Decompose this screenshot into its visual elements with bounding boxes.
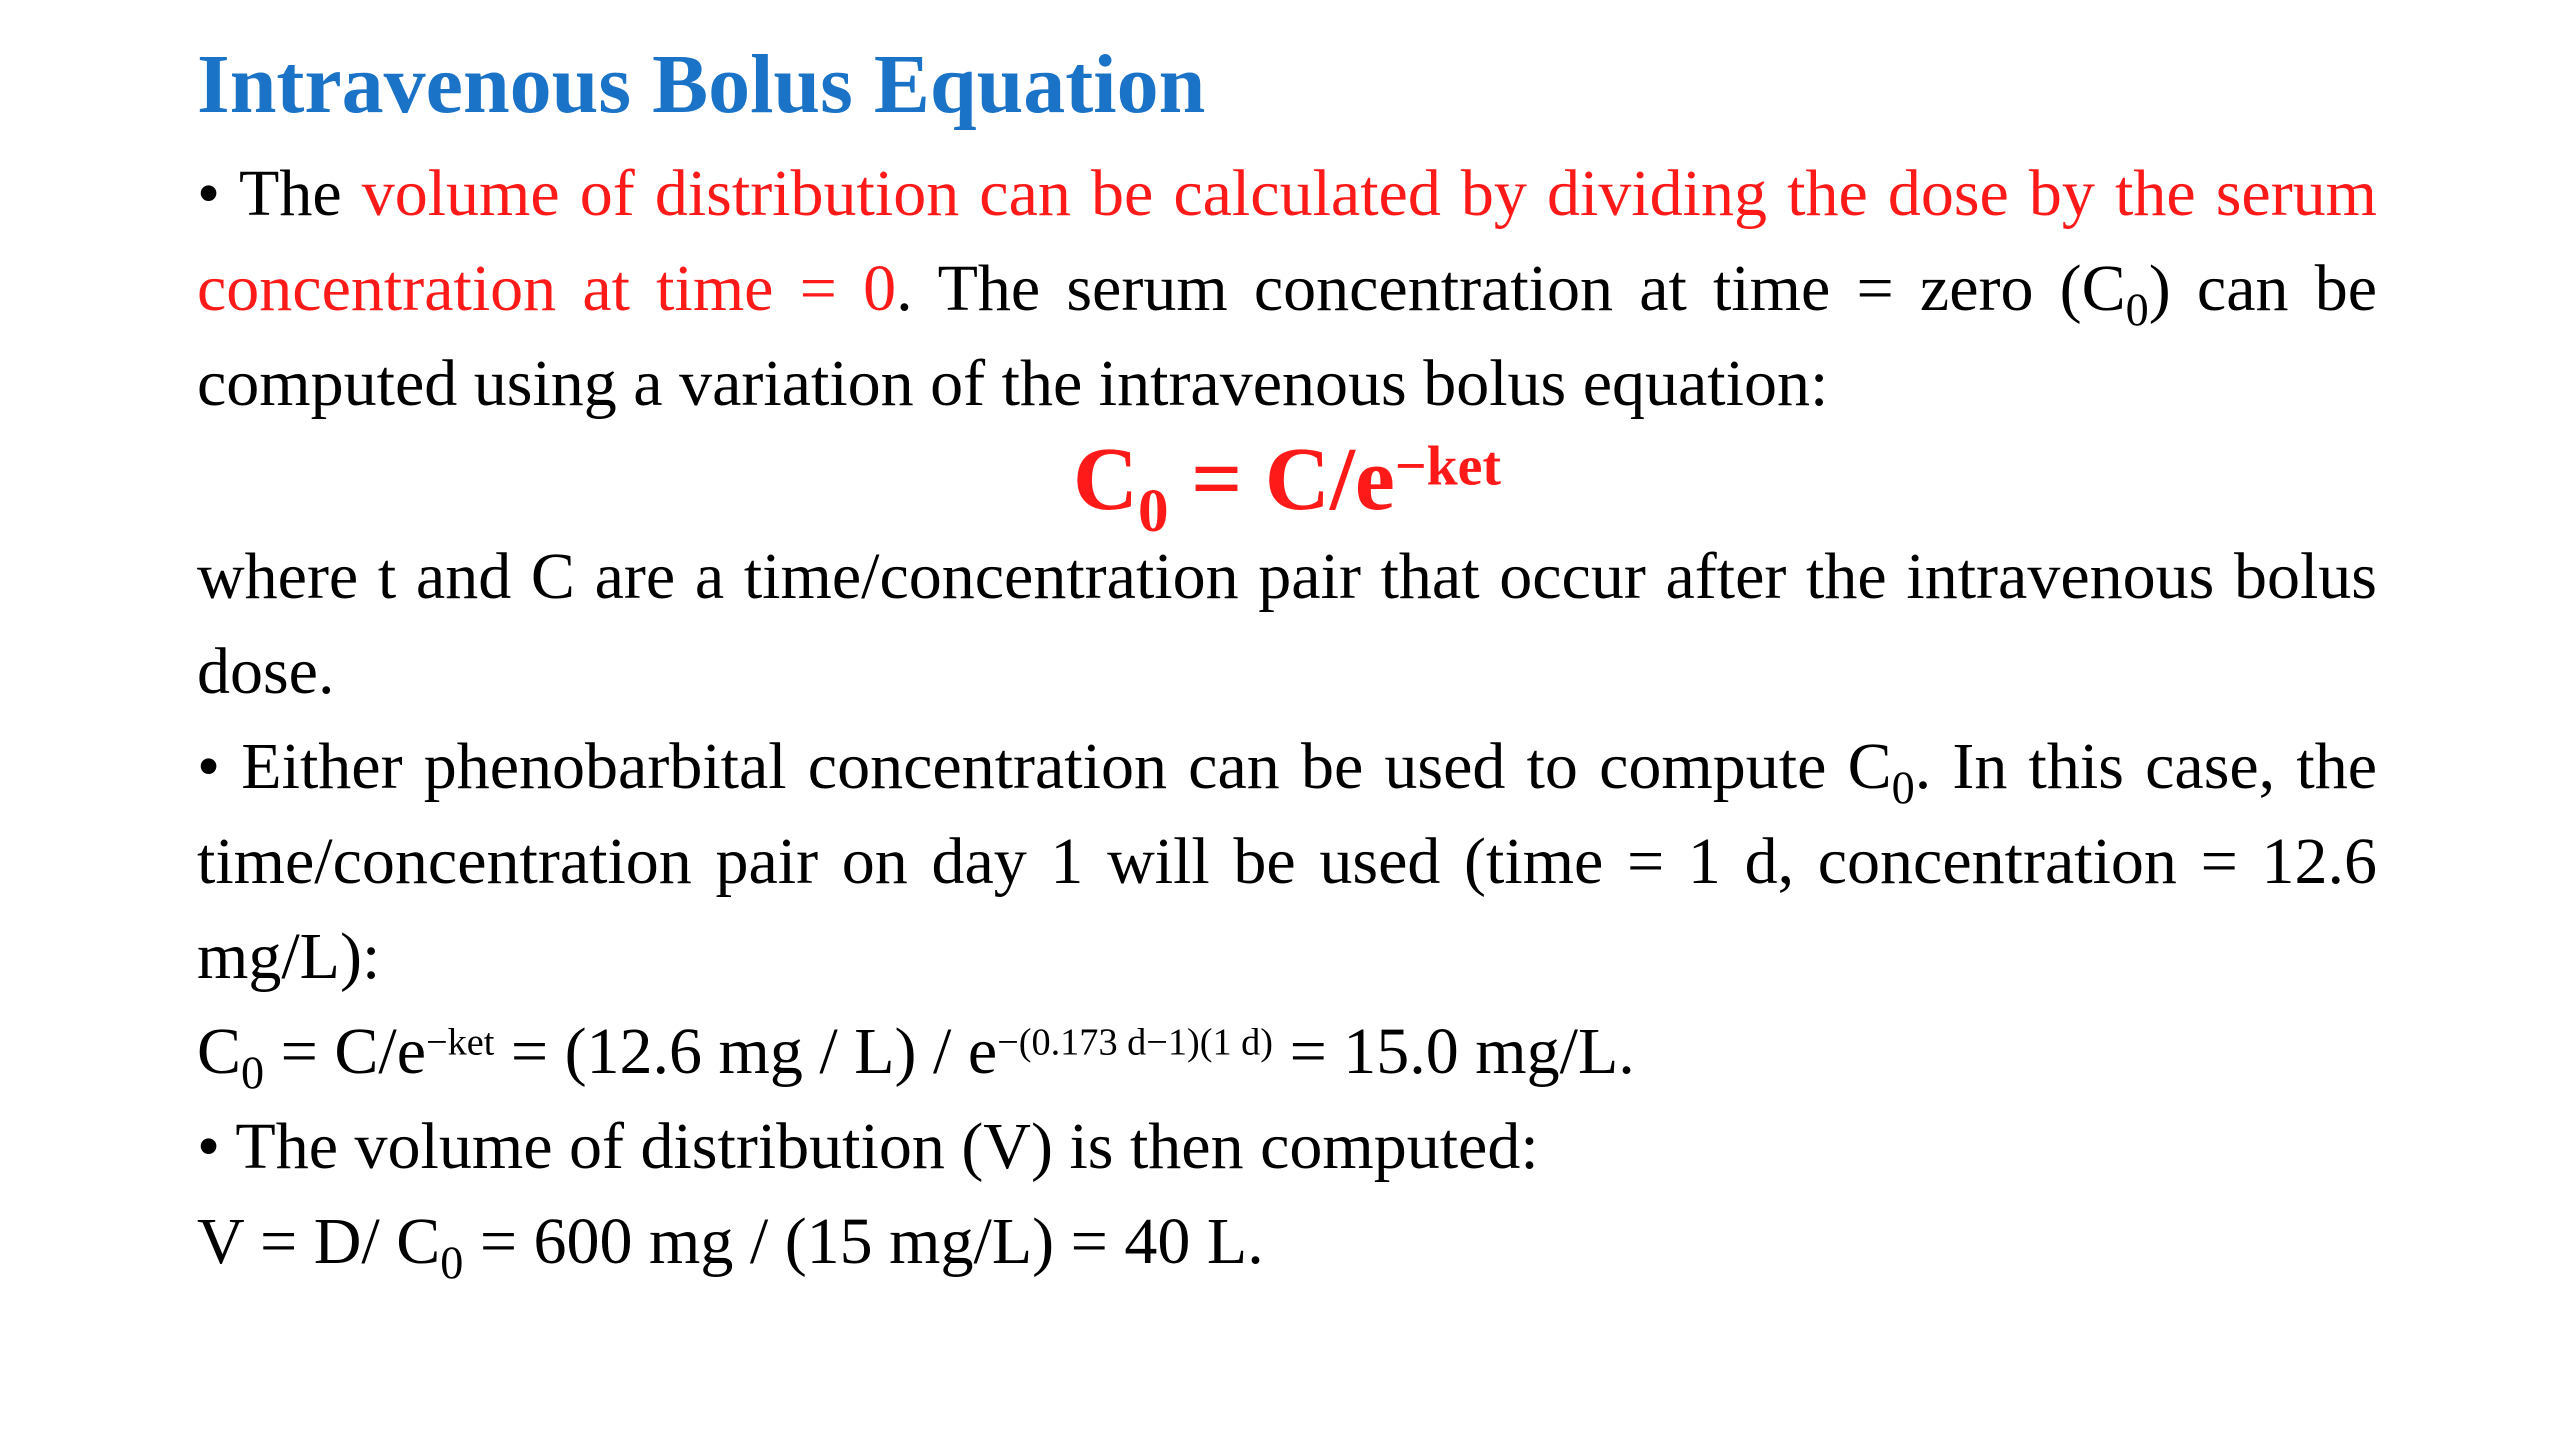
calc-part2: = (12.6 mg / L) / e [494, 1015, 998, 1088]
bullet2-post: . In this case, the time/concentration pair on day 1 will be used (time = 1 d, concentration = 12.6 mg/L): [197, 730, 2377, 993]
calc-part3: = 15.0 mg/L. [1273, 1015, 1635, 1088]
bullet1-pre: The [220, 157, 362, 230]
calc-exponent-2: −(0.173 d−1)(1 d) [997, 1021, 1274, 1064]
equation-exponent: −ket [1394, 435, 1501, 498]
volume-line [197, 1194, 2377, 1289]
subscript-zero: 0 [440, 1236, 464, 1288]
slide [197, 30, 2377, 1289]
subscript-zero: 0 [2125, 283, 2149, 335]
main-equation [197, 430, 2377, 546]
bullet-paragraph-1 [197, 146, 2377, 431]
equation-rest: = C/e [1168, 430, 1395, 529]
subscript-zero: 0 [241, 1046, 265, 1098]
where-paragraph: where t and C are a time/concentration pair that occur after the intravenous bolus dose. [197, 540, 2377, 708]
volume-post: = 600 mg / (15 mg/L) = 40 L. [463, 1205, 1264, 1278]
bullet1-mid: . The serum concentration at time = zero (C [896, 252, 2126, 325]
bullet3-text: The volume of distribution (V) is then computed: [220, 1110, 1539, 1183]
subscript-zero: 0 [1891, 761, 1915, 813]
volume-pre: V = D/ C [197, 1205, 441, 1278]
bullet-symbol: • [197, 1110, 221, 1183]
bullet1-post: ) can be computed using a variation of the intravenous bolus equation: [197, 252, 2377, 420]
bullet2-pre: Either phenobarbital concentration can be used to compute C [220, 730, 1892, 803]
equation-subscript: 0 [1137, 477, 1169, 546]
calc-part1: = C/e [264, 1015, 426, 1088]
slide-body [197, 146, 2377, 1289]
bullet-paragraph-2 [197, 719, 2377, 1004]
equation-c: C [1072, 430, 1138, 529]
bullet1-highlight: volume of distribution can be calculated by dividing the dose by the serum concentration at time = 0 [197, 157, 2378, 325]
bullet-symbol: • [197, 157, 221, 230]
bullet-symbol: • [197, 730, 221, 803]
calc-c: C [197, 1015, 242, 1088]
calculation-line [197, 1004, 2377, 1099]
slide-title: Intravenous Bolus Equation [197, 38, 1206, 131]
calc-exponent-1: −ket [426, 1021, 495, 1064]
bullet-paragraph-3 [197, 1099, 2377, 1194]
